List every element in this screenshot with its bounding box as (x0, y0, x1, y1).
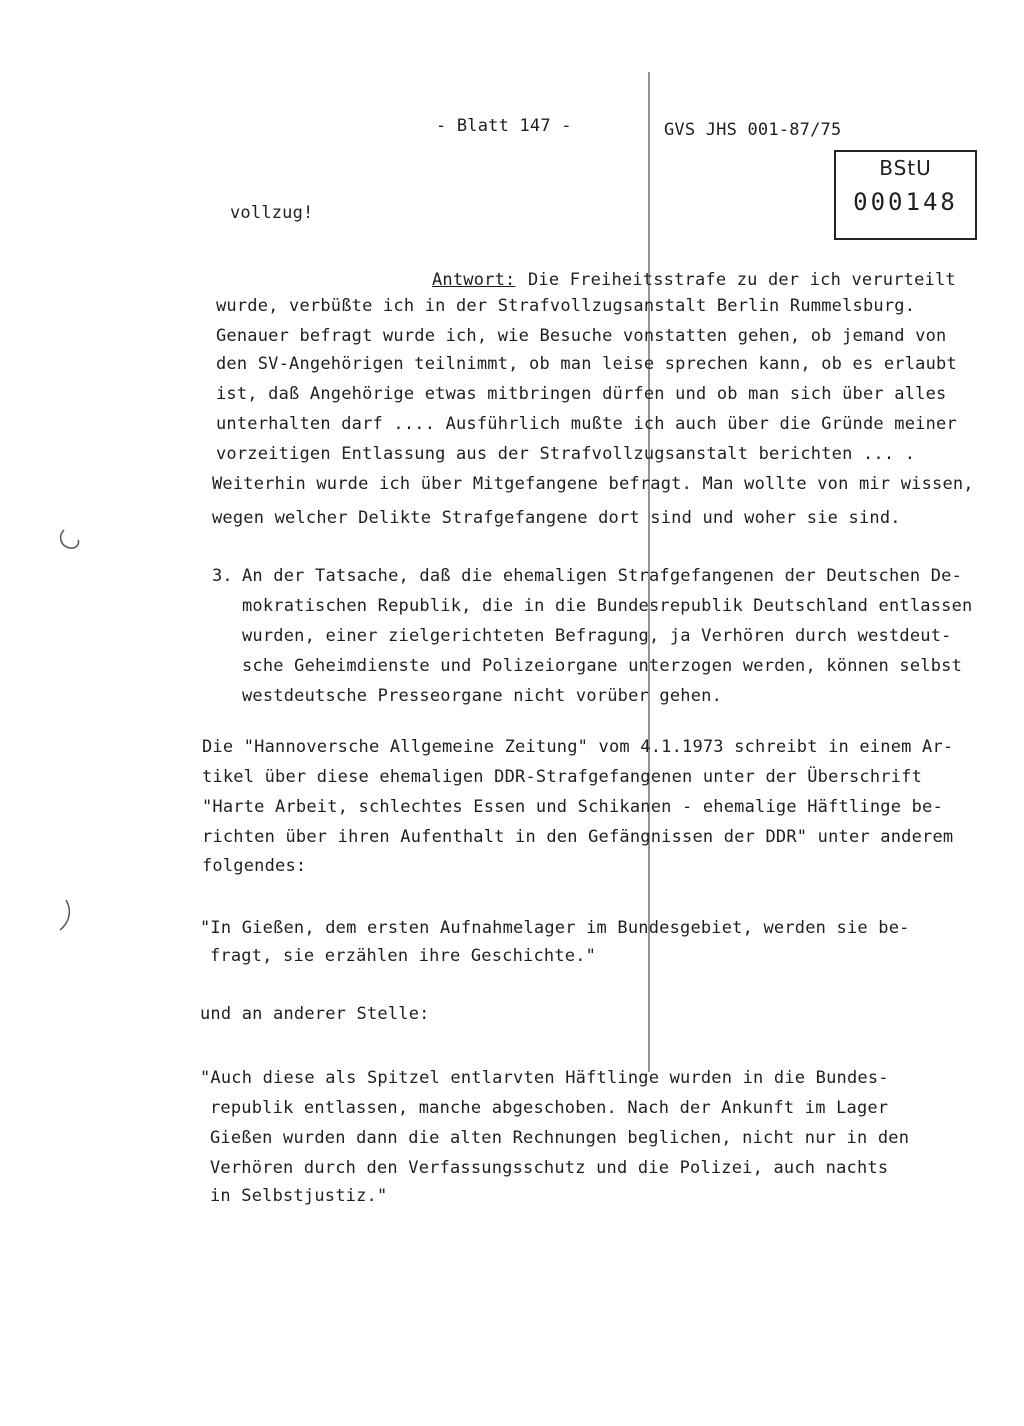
quote-2-line: in Selbstjustiz." (210, 1186, 388, 1206)
bstu-stamp (834, 150, 977, 240)
quote-1-line: fragt, sie erzählen ihre Geschichte." (210, 946, 597, 966)
file-reference: GVS JHS 001-87/75 (664, 120, 842, 140)
antwort-label: Antwort: (432, 270, 516, 290)
point-3-line: westdeutsche Presseorgane nicht vorüber gehen. (242, 686, 723, 706)
quote-2-line: Gießen wurden dann die alten Rechnungen beglichen, nicht nur in den (210, 1128, 910, 1148)
quote-2-line: "Auch diese als Spitzel entlarvten Häftlinge wurden in die Bundes- (200, 1068, 889, 1088)
stamp-org: BStU (879, 156, 932, 180)
point-3-line: sche Geheimdienste und Polizeiorgane unterzogen werden, können selbst (242, 656, 963, 676)
hannover-line: richten über ihren Aufenthalt in den Gefängnissen der DDR" unter anderem (202, 827, 954, 847)
antwort-line: vorzeitigen Entlassung aus der Strafvollzugsanstalt berichten ... . (216, 444, 916, 464)
line-vollzug: vollzug! (230, 203, 314, 223)
antwort-line: wurde, verbüßte ich in der Strafvollzugsanstalt Berlin Rummelsburg. (216, 296, 916, 316)
hannover-line: "Harte Arbeit, schlechtes Essen und Schikanen - ehemalige Häftlinge be- (202, 797, 943, 817)
quote-2-line: republik entlassen, manche abgeschoben. Nach der Ankunft im Lager (210, 1098, 889, 1118)
antwort-line: Genauer befragt wurde ich, wie Besuche vonstatten gehen, ob jemand von (216, 326, 947, 346)
antwort-line: Weiterhin wurde ich über Mitgefangene befragt. Man wollte von mir wissen, (212, 474, 974, 494)
quote-2-line: Verhören durch den Verfassungsschutz und die Polizei, auch nachts (210, 1158, 889, 1178)
point-3-line: An der Tatsache, daß die ehemaligen Strafgefangenen der Deutschen De- (242, 566, 963, 586)
margin-mark-icon (56, 898, 76, 934)
antwort-line: ist, daß Angehörige etwas mitbringen dürfen und ob man sich über alles (216, 384, 947, 404)
margin-mark-icon (56, 524, 86, 554)
antwort-line: den SV-Angehörigen teilnimmt, ob man leise sprechen kann, ob es erlaubt (216, 354, 957, 374)
stamp-number: 000148 (853, 188, 958, 216)
hannover-line: tikel über diese ehemaligen DDR-Strafgefangenen unter der Überschrift (202, 767, 923, 787)
quote-1-line: "In Gießen, dem ersten Aufnahmelager im Bundesgebiet, werden sie be- (200, 918, 910, 938)
point-3-line: mokratischen Republik, die in die Bundesrepublik Deutschland entlassen (242, 596, 973, 616)
point-3-number: 3. (212, 566, 233, 586)
hannover-line: folgendes: (202, 856, 307, 876)
hannover-line: Die "Hannoversche Allgemeine Zeitung" vom 4.1.1973 schreibt in einem Ar- (202, 737, 954, 757)
point-3-line: wurden, einer zielgerichteten Befragung, ja Verhören durch westdeut- (242, 626, 952, 646)
page-label: - Blatt 147 - (436, 116, 572, 136)
antwort-line: Die Freiheitsstrafe zu der ich verurteilt (528, 270, 956, 290)
und-line: und an anderer Stelle: (200, 1004, 430, 1024)
antwort-line: unterhalten darf .... Ausführlich mußte ich auch über die Gründe meiner (216, 414, 957, 434)
antwort-line: wegen welcher Delikte Strafgefangene dort sind und woher sie sind. (212, 508, 901, 528)
